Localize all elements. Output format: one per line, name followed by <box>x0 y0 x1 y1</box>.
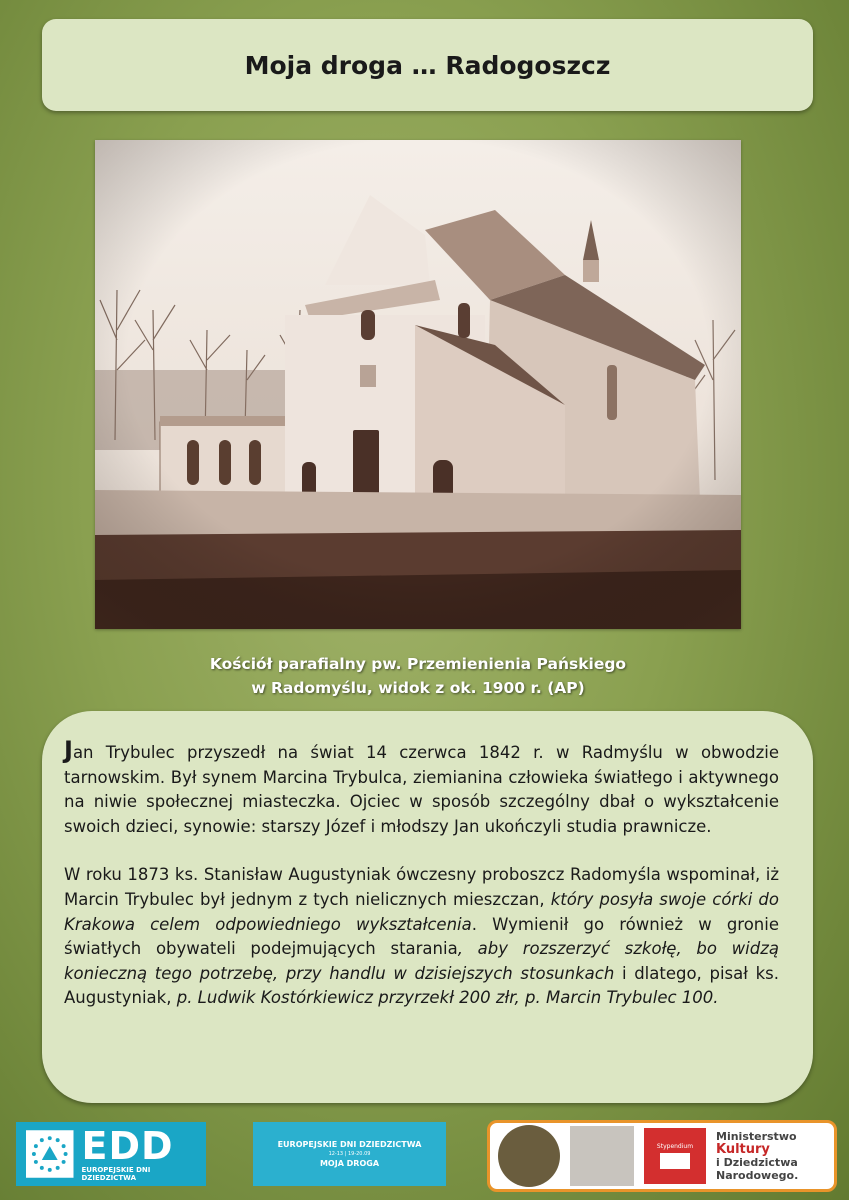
paragraph-2-quote-3: p. Ludwik Kostórkiewicz przyrzekł 200 złr, p. Marcin Trybulec 100. <box>176 988 719 1008</box>
drop-cap: J <box>64 736 73 764</box>
sponsors-panel <box>487 1120 837 1192</box>
stypendium-mark <box>660 1153 690 1169</box>
caption-line-1: Kościół parafialny pw. Przemienienia Pańskiego <box>209 655 627 673</box>
ministry-logo <box>716 1130 798 1182</box>
photo-caption <box>95 652 741 700</box>
ministry-line-4: Narodowego. <box>716 1169 799 1182</box>
ministry-line-2: Kultury <box>716 1142 770 1157</box>
moja-droga-logo <box>253 1122 446 1186</box>
paragraph-2-part-a: W roku 1873 ks. Stanisław Augustyniak ówczesny proboszcz Radomyśla wspominał, iż Marcin Trybulec był jednym z tych nielicznych mieszczan, <box>64 865 779 909</box>
edd-stars-icon <box>26 1130 74 1178</box>
paragraph-2-quote-2: , aby rozszerzyć szkołę, bo widzą konieczną tego potrzebę, przy handlu w dzisiejszych stosunkach <box>64 939 780 983</box>
moja-droga-dates: 12-13 | 19-20.09 <box>328 1151 371 1157</box>
moja-droga-theme: MOJA DROGA <box>319 1159 380 1168</box>
title-box <box>42 19 813 111</box>
stypendium-label: Stypendium <box>656 1143 694 1150</box>
ministry-line-3: i Dziedzictwa <box>716 1156 798 1169</box>
parish-logo <box>570 1126 634 1186</box>
paragraph-2-quote-1: który posyła swoje córki do Krakowa celem odpowiedniego wykształcenia <box>64 889 779 934</box>
society-seal-logo <box>498 1125 560 1187</box>
ministry-line-1: Ministerstwo <box>716 1130 797 1143</box>
church-photo <box>95 140 741 629</box>
caption-line-2: w Radomyślu, widok z ok. 1900 r. (AP) <box>251 679 585 697</box>
paragraph-2-part-e: i dlatego, pisał ks. Augustyniak, <box>64 963 779 1008</box>
biography-text-box <box>42 711 813 1103</box>
edd-full-name: EUROPEJSKIE DNI DZIEDZICTWA <box>81 1166 151 1182</box>
paragraph-1-text: an Trybulec przyszedł na świat 14 czerwca 1842 r. w Radmyślu w obwodzie tarnowskim. Był synem Marcina Trybulca, ziemianina człowieka światłego i aktywnego na niwie społecznej miasteczka. Ojciec w sposób szczególny dbał o wykształcenie swoich dzieci, synowie: starszy Józef i młodszy Jan ukończyli studia prawnicze. <box>64 743 779 836</box>
paragraph-2 <box>64 863 779 1011</box>
edd-acronym: EDD <box>81 1124 174 1168</box>
paragraph-1 <box>64 738 779 839</box>
stypendium-logo <box>644 1128 706 1184</box>
edd-logo <box>16 1122 206 1186</box>
moja-droga-event-name: EUROPEJSKIE DNI DZIEDZICTWA <box>277 1140 422 1149</box>
paragraph-2-part-c: . Wymienił go również w gronie światłych obywateli podejmujących starania <box>64 914 779 959</box>
page-title: Moja droga … Radogoszcz <box>244 50 611 80</box>
